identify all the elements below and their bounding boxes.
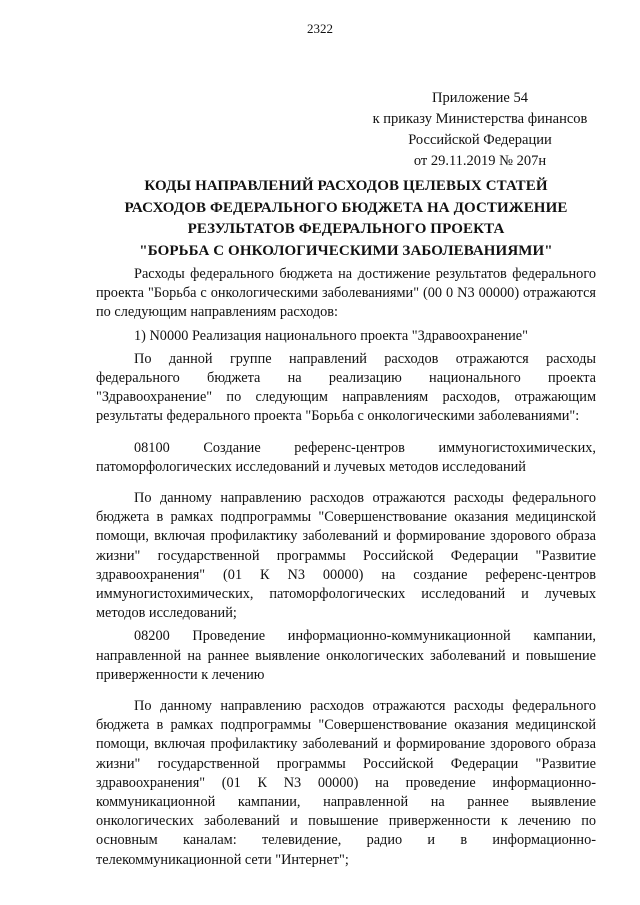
page-number: 2322: [307, 21, 333, 36]
appendix-reference: [350, 88, 610, 172]
appendix-line-1: Приложение 54: [432, 90, 528, 106]
title-line-4: "БОРЬБА С ОНКОЛОГИЧЕСКИМИ ЗАБОЛЕВАНИЯМИ": [139, 242, 553, 259]
appendix-line-2: к приказу Министерства финансов: [372, 111, 588, 127]
title-line-3: РЕЗУЛЬТАТОВ ФЕДЕРАЛЬНОГО ПРОЕКТА: [187, 221, 505, 237]
paragraph-code-08200: 08200 Проведение информационно-коммуникационной кампании, направленной на раннее выявление онкологических заболеваний и повышение приверженности к лечению: [96, 628, 596, 683]
document-title: [96, 176, 596, 262]
paragraph-code-08100: 08100 Создание референс-центров иммуногистохимических, патоморфологических исследований и лучевых методов исследований: [96, 439, 596, 475]
title-line-1: КОДЫ НАПРАВЛЕНИЙ РАСХОДОВ ЦЕЛЕВЫХ СТАТЕЙ: [144, 178, 548, 194]
title-line-2: РАСХОДОВ ФЕДЕРАЛЬНОГО БЮДЖЕТА НА ДОСТИЖЕНИЕ: [124, 199, 568, 216]
appendix-line-3: Российской Федерации: [408, 132, 552, 148]
paragraph-code-08100-description: По данному направлению расходов отражаются расходы федерального бюджета в рамках подпрограммы "Совершенствование оказания медицинской помощи, включая профилактику заболеваний и формирование здорового образа жизни" государственной программы Российской Федерации "Развитие здравоохранения" (01 К N3 00000) на создание референс-центров иммуногистохимических, патоморфологических исследований и лучевых методов исследований;: [96, 490, 596, 622]
paragraph-intro: Расходы федерального бюджета на достижение результатов федерального проекта "Борьба с онкологическими заболеваниями" (00 0 N3 00000) отражаются по следующим направлениям расходов:: [96, 266, 596, 321]
paragraph-group-description: По данной группе направлений расходов отражаются расходы федерального бюджета на реализацию национального проекта "Здравоохранение" по следующим направлениям расходов, отражающим результаты федерального проекта "Борьба с онкологическими заболеваниями":: [96, 350, 596, 425]
document-body: [96, 265, 596, 870]
paragraph-code-08200-description: По данному направлению расходов отражаются расходы федерального бюджета в рамках подпрограммы "Совершенствование оказания медицинской помощи, включая профилактику заболеваний и формирование здорового образа жизни" государственной программы Российской Федерации "Развитие здравоохранения" (01 К N3 00000) на проведение информационно-коммуникационной кампании, направленной на раннее выявление онкологических заболеваний и повышение приверженности к лечению по основным каналам: телевидение, радио и в информационно-телекоммуникационной сети "Интернет";: [96, 698, 596, 868]
paragraph-group-heading: 1) N0000 Реализация национального проекта "Здравоохранение": [134, 327, 528, 344]
appendix-line-4: от 29.11.2019 № 207н: [413, 153, 547, 169]
